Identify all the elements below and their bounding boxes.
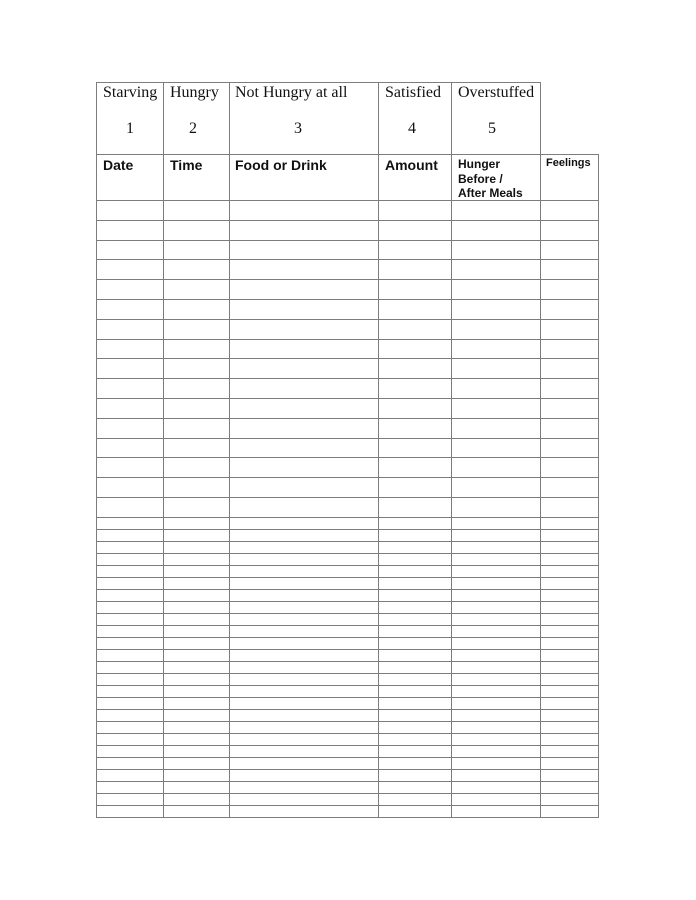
scale-table-column-divider xyxy=(540,82,541,155)
diary-entry-row[interactable] xyxy=(96,339,598,358)
diary-entry-row[interactable] xyxy=(96,805,598,817)
diary-entry-row[interactable] xyxy=(96,697,598,709)
diary-entry-row[interactable] xyxy=(96,649,598,661)
diary-entry-row[interactable] xyxy=(96,279,598,299)
diary-entry-row[interactable] xyxy=(96,661,598,673)
diary-entry-row[interactable] xyxy=(96,565,598,577)
scale-label-hungry: Hungry xyxy=(170,84,219,101)
scale-number-2: 2 xyxy=(189,120,197,137)
diary-entry-row[interactable] xyxy=(96,299,598,319)
scale-label-satisfied: Satisfied xyxy=(385,84,441,101)
diary-entry-row[interactable] xyxy=(96,625,598,637)
diary-entry-row[interactable] xyxy=(96,517,598,529)
scale-label-starving: Starving xyxy=(103,84,158,101)
diary-entry-row[interactable] xyxy=(96,769,598,781)
column-header-date: Date xyxy=(103,157,134,173)
hunger-header-line-2: Before / xyxy=(458,171,503,186)
diary-entry-row[interactable] xyxy=(96,721,598,733)
scale-number-4: 4 xyxy=(408,120,416,137)
diary-entry-row[interactable] xyxy=(96,733,598,745)
hunger-header-line-1: Hunger xyxy=(458,157,500,171)
diary-entry-row[interactable] xyxy=(96,589,598,601)
column-header-hunger xyxy=(458,157,523,201)
diary-entry-row[interactable] xyxy=(96,709,598,721)
diary-entry-row[interactable] xyxy=(96,319,598,339)
diary-entry-row[interactable] xyxy=(96,685,598,697)
column-header-time: Time xyxy=(170,157,203,173)
row-divider xyxy=(96,817,599,818)
diary-entry-row[interactable] xyxy=(96,577,598,589)
diary-entry-row[interactable] xyxy=(96,529,598,541)
diary-entry-row[interactable] xyxy=(96,553,598,565)
diary-entry-row[interactable] xyxy=(96,497,598,517)
diary-entry-row[interactable] xyxy=(96,200,598,220)
column-header-feelings: Feelings xyxy=(546,157,591,169)
scale-table-column-divider xyxy=(163,82,164,155)
diary-entry-row[interactable] xyxy=(96,781,598,793)
diary-entry-row[interactable] xyxy=(96,240,598,259)
diary-entry-row[interactable] xyxy=(96,757,598,769)
scale-label-not-hungry: Not Hungry at all xyxy=(235,84,348,101)
log-table-column-divider xyxy=(598,154,599,818)
scale-label-overstuffed: Overstuffed xyxy=(458,84,535,101)
column-header-amount: Amount xyxy=(385,157,438,173)
scale-table-column-divider xyxy=(378,82,379,155)
diary-entry-row[interactable] xyxy=(96,358,598,378)
diary-entry-row[interactable] xyxy=(96,259,598,279)
diary-entry-row[interactable] xyxy=(96,438,598,457)
diary-entry-row[interactable] xyxy=(96,378,598,398)
diary-entry-row[interactable] xyxy=(96,220,598,240)
diary-entry-row[interactable] xyxy=(96,398,598,418)
scale-number-1: 1 xyxy=(126,120,134,137)
scale-number-5: 5 xyxy=(488,120,496,137)
diary-entry-row[interactable] xyxy=(96,673,598,685)
diary-entry-row[interactable] xyxy=(96,745,598,757)
hunger-header-line-3: After Meals xyxy=(458,186,523,200)
column-header-food: Food or Drink xyxy=(235,157,327,173)
diary-entry-row[interactable] xyxy=(96,457,598,477)
diary-entry-row[interactable] xyxy=(96,793,598,805)
scale-table-column-divider xyxy=(229,82,230,155)
diary-entry-row[interactable] xyxy=(96,477,598,497)
diary-entry-row[interactable] xyxy=(96,541,598,553)
diary-entry-row[interactable] xyxy=(96,601,598,613)
scale-table-column-divider xyxy=(96,82,97,155)
diary-entry-row[interactable] xyxy=(96,418,598,438)
scale-number-3: 3 xyxy=(294,120,302,137)
scale-table-column-divider xyxy=(451,82,452,155)
diary-entry-row[interactable] xyxy=(96,613,598,625)
diary-entry-row[interactable] xyxy=(96,637,598,649)
log-table-top-border xyxy=(96,154,599,155)
